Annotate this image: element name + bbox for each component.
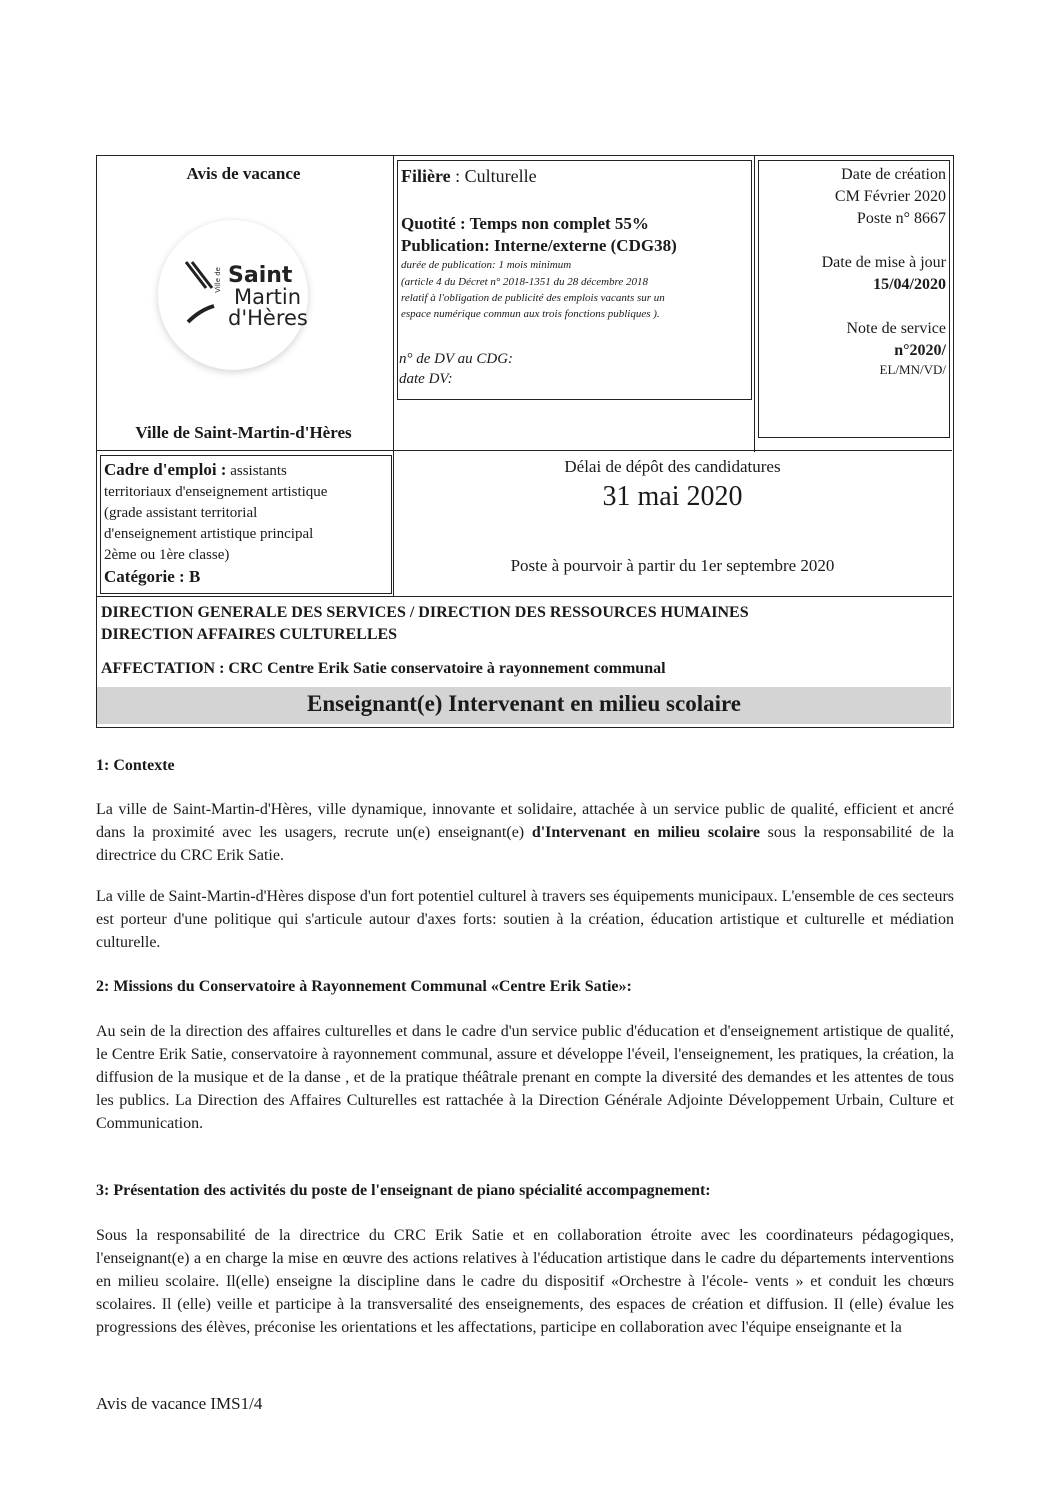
publication-duration: durée de publication: 1 mois minimum	[401, 259, 572, 271]
update-value: 15/04/2020	[873, 276, 946, 293]
divider	[393, 450, 394, 596]
divider	[393, 156, 394, 452]
section-1-paragraph-2: La ville de Saint-Martin-d'Hères dispose d'un fort potentiel culturel à travers ses équipements municipaux. L'ensemble de ces secteurs est porteur d'une politique qui s'articule autour d'axes forts: soutien à la création, éducation artistique et culturelle et médiation culturelle.	[96, 888, 954, 951]
update-label: Date de mise à jour	[821, 254, 946, 271]
creation-label: Date de création	[841, 166, 946, 183]
divider	[754, 156, 755, 452]
job-title-banner	[97, 687, 951, 724]
cadre-label: Cadre d'emploi :	[104, 460, 227, 479]
publication-article-2: relatif à l'obligation de publicité des emplois vacants sur un	[401, 292, 665, 304]
cadre-line-5: 2ème ou 1ère classe)	[104, 547, 230, 563]
quotite: Quotité : Temps non complet 55%	[401, 214, 649, 233]
section-2-title: 2: Missions du Conservatoire à Rayonnement Communal «Centre Erik Satie»:	[96, 978, 632, 995]
affectation: AFFECTATION : CRC Centre Erik Satie conservatoire à rayonnement communal	[101, 660, 666, 677]
logo-tag: Ville de	[214, 267, 222, 293]
page-footer: Avis de vacance IMS1/4	[96, 1394, 263, 1413]
divider	[97, 596, 952, 597]
dv-number: n° de DV au CDG:	[399, 351, 514, 367]
spacer	[758, 230, 946, 252]
deadline-label: Délai de dépôt des candidatures	[564, 457, 781, 476]
section-2-paragraph: Au sein de la direction des affaires culturelles et dans le cadre d'un service public d'éducation et d'enseignement artistique de qualité, le Centre Erik Satie, conservatoire à rayonnement communal, assure et développe l'éveil, l'enseignement, les pratiques, la création, la diffusion de la musique et de la danse , et de la pratique théâtrale prenant en compte la diversité des demandes et les attentes de tous les publics. La Direction des Affaires Culturelles est rattachée à la Direction Générale Adjointe Développement Urbain, Culture et Communication.	[96, 1023, 954, 1132]
city-logo	[158, 220, 308, 370]
start-date: Poste à pourvoir à partir du 1er septembre 2020	[510, 556, 835, 575]
deadline-date: 31 mai 2020	[602, 481, 743, 512]
cadre-line-2: territoriaux d'enseignement artistique	[104, 484, 328, 500]
direction-line-2: DIRECTION AFFAIRES CULTURELLES	[101, 626, 398, 643]
divider	[97, 450, 952, 451]
poste-number: Poste n° 8667	[856, 210, 946, 227]
notice-title: Avis de vacance	[186, 164, 301, 183]
s1-p1-a: La ville de Saint-Martin-d'Hères, ville dynamique, innovante et solidaire, attachée à un service public de qualité, efficient et ancré dans la proximité avec les usagers, recrute un(e) enseignant(e)	[96, 801, 954, 841]
publication-article-1: (article 4 du Décret n° 2018-1351 du 28 décembre 2018	[401, 276, 649, 288]
logo-heres: d'Hères	[228, 306, 308, 330]
section-3-title: 3: Présentation des activités du poste de l'enseignant de piano spécialité accompagnement:	[96, 1182, 711, 1199]
dates-column	[758, 164, 946, 378]
note-label: Note de service	[846, 320, 946, 337]
creation-value: CM Février 2020	[834, 188, 946, 205]
cadre-emploi	[104, 459, 388, 587]
job-title: Enseignant(e) Intervenant en milieu scolaire	[307, 691, 741, 716]
section-1-paragraph-1	[96, 798, 954, 867]
filiere-line	[401, 166, 537, 187]
note-value: n°2020/	[894, 342, 946, 359]
section-3-paragraph: Sous la responsabilité de la directrice du CRC Erik Satie et en collaboration étroite avec les coordinateurs pédagogiques, l'enseignant(e) a en charge la mise en œuvre des actions relatives à l'éducation artistique dans le cadre du départements interventions en milieu scolaire. Il(elle) enseigne la discipline dans le cadre du dispositif «Orchestre à l'école- vents » et conduit les chœurs scolaires. Il (elle) veille et participe à la transversalité des enseignements, des espaces de création et diffusion. Il (elle) évalue les progressions des élèves, préconise les orientations et les affectations, participe en collaboration avec l'équipe enseignante et la	[96, 1227, 954, 1336]
spacer	[758, 296, 946, 318]
filiere-value: : Culturelle	[450, 166, 537, 186]
s1-p1-c: sous la responsabilité de la directrice du CRC Erik Satie.	[96, 824, 954, 864]
dv-date: date DV:	[399, 371, 453, 387]
section-1-title: 1: Contexte	[96, 757, 175, 774]
s1-p1-b: d'Intervenant en milieu scolaire	[531, 824, 760, 841]
direction-line-1: DIRECTION GENERALE DES SERVICES / DIRECTION DES RESSOURCES HUMAINES	[101, 604, 749, 621]
cadre-line-1: assistants	[226, 463, 287, 479]
logo-text	[214, 263, 308, 330]
publication: Publication: Interne/externe (CDG38)	[401, 236, 677, 255]
publication-article-3: espace numérique commun aux trois fonctions publiques ).	[401, 308, 660, 320]
cadre-line-4: d'enseignement artistique principal	[104, 526, 314, 542]
note-ref: EL/MN/VD/	[879, 362, 946, 377]
city-name: Ville de Saint-Martin-d'Hères	[135, 423, 352, 442]
cadre-line-3: (grade assistant territorial	[104, 505, 258, 521]
filiere-label: Filière	[401, 166, 451, 186]
logo-saint: Saint	[228, 263, 293, 288]
logo-martin: Martin	[234, 285, 301, 309]
categorie: Catégorie : B	[104, 567, 201, 586]
